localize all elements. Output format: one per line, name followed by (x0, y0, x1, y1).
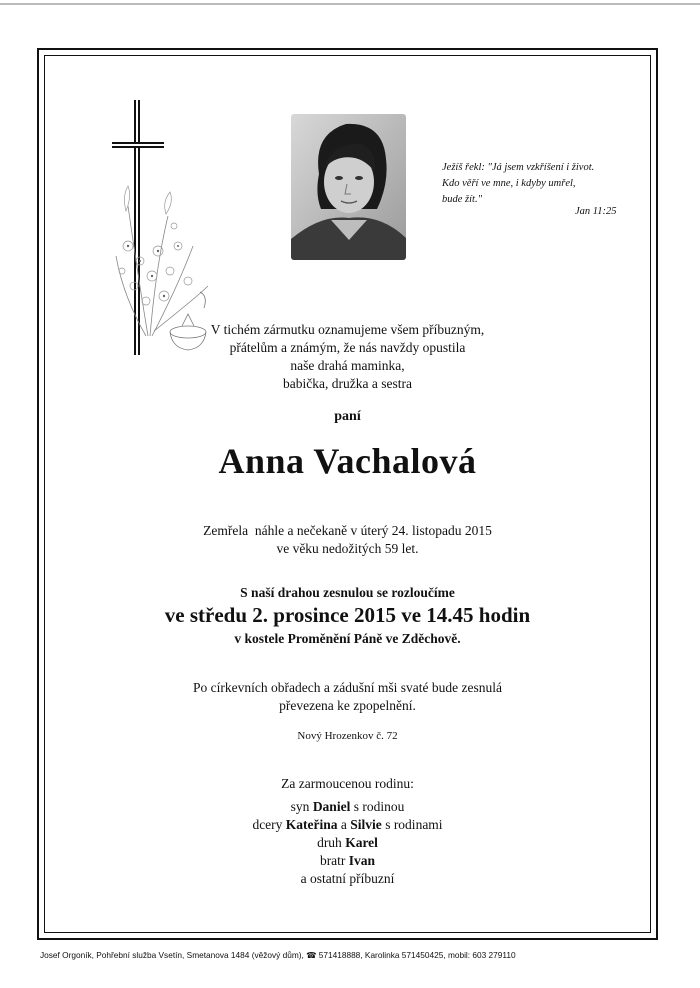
son-suffix: s rodinou (353, 799, 405, 814)
intro-line: babička, družka a sestra (283, 376, 412, 391)
title-word: paní (334, 409, 361, 424)
deceased-name: Anna Vachalová (218, 441, 477, 481)
after-line: převezena ke zpopelnění. (279, 698, 416, 713)
family-intro: Za zarmoucenou rodinu: (281, 776, 414, 791)
farewell-place: v kostele Proměnění Páně ve Zděchově. (234, 631, 461, 646)
footer-contacts: 571418888, Karolinka 571450425, mobil: 603 279110 (318, 950, 516, 960)
quote-line: Ježíš řekl: "Já jsem vzkříšení i život. (442, 162, 595, 173)
brother-name: Ivan (348, 853, 376, 868)
footer-contact (40, 950, 516, 960)
son-prefix: syn (290, 799, 310, 814)
quote-line: bude žít." (442, 194, 482, 205)
family-list (44, 798, 651, 888)
after-line: Po církevních obřadech a zádušní mši svaté bude zesnulá (193, 680, 502, 695)
farewell-intro: S naší drahou zesnulou se rozloučíme (240, 585, 455, 600)
daughter-name: Silvie (350, 817, 382, 832)
intro-line: přátelům a známým, že nás navždy opustila (229, 340, 466, 355)
footer-company: Josef Orgoník, Pohřební služba Vsetín, Smetanova 1484 (věžový dům), (40, 950, 304, 960)
daughters-suffix: s rodinami (385, 817, 443, 832)
family-brother (44, 852, 651, 870)
partner-prefix: druh (317, 835, 342, 850)
after-ceremony (44, 679, 651, 715)
family-others: a ostatní příbuzní (300, 871, 395, 886)
daughters-and: a (340, 817, 347, 832)
quote-line: Kdo věří ve mne, i kdyby umřel, (442, 178, 576, 189)
brother-prefix: bratr (319, 853, 346, 868)
daughters-prefix: dcery (252, 817, 283, 832)
quote-reference: Jan 11:25 (575, 206, 617, 217)
family-daughters (44, 816, 651, 834)
announcement-intro (44, 321, 651, 393)
son-name: Daniel (312, 799, 351, 814)
farewell-date: ve středu 2. prosince 2015 ve 14.45 hodin (164, 603, 531, 627)
family-partner (44, 834, 651, 852)
daughter-name: Kateřina (285, 817, 338, 832)
intro-line: V tichém zármutku oznamujeme všem příbuzným, (210, 322, 485, 337)
death-line: Zemřela náhle a nečekaně v úterý 24. listopadu 2015 (203, 523, 492, 538)
family-son (44, 798, 651, 816)
partner-name: Karel (345, 835, 378, 850)
address: Nový Hrozenkov č. 72 (297, 730, 398, 742)
bible-quote (442, 160, 594, 208)
death-info (44, 522, 651, 558)
intro-line: naše drahá maminka, (290, 358, 405, 373)
page-top-line (0, 3, 700, 5)
death-line: ve věku nedožitých 59 let. (276, 541, 419, 556)
phone-icon: ☎ (306, 950, 317, 960)
portrait-photo (291, 114, 406, 260)
